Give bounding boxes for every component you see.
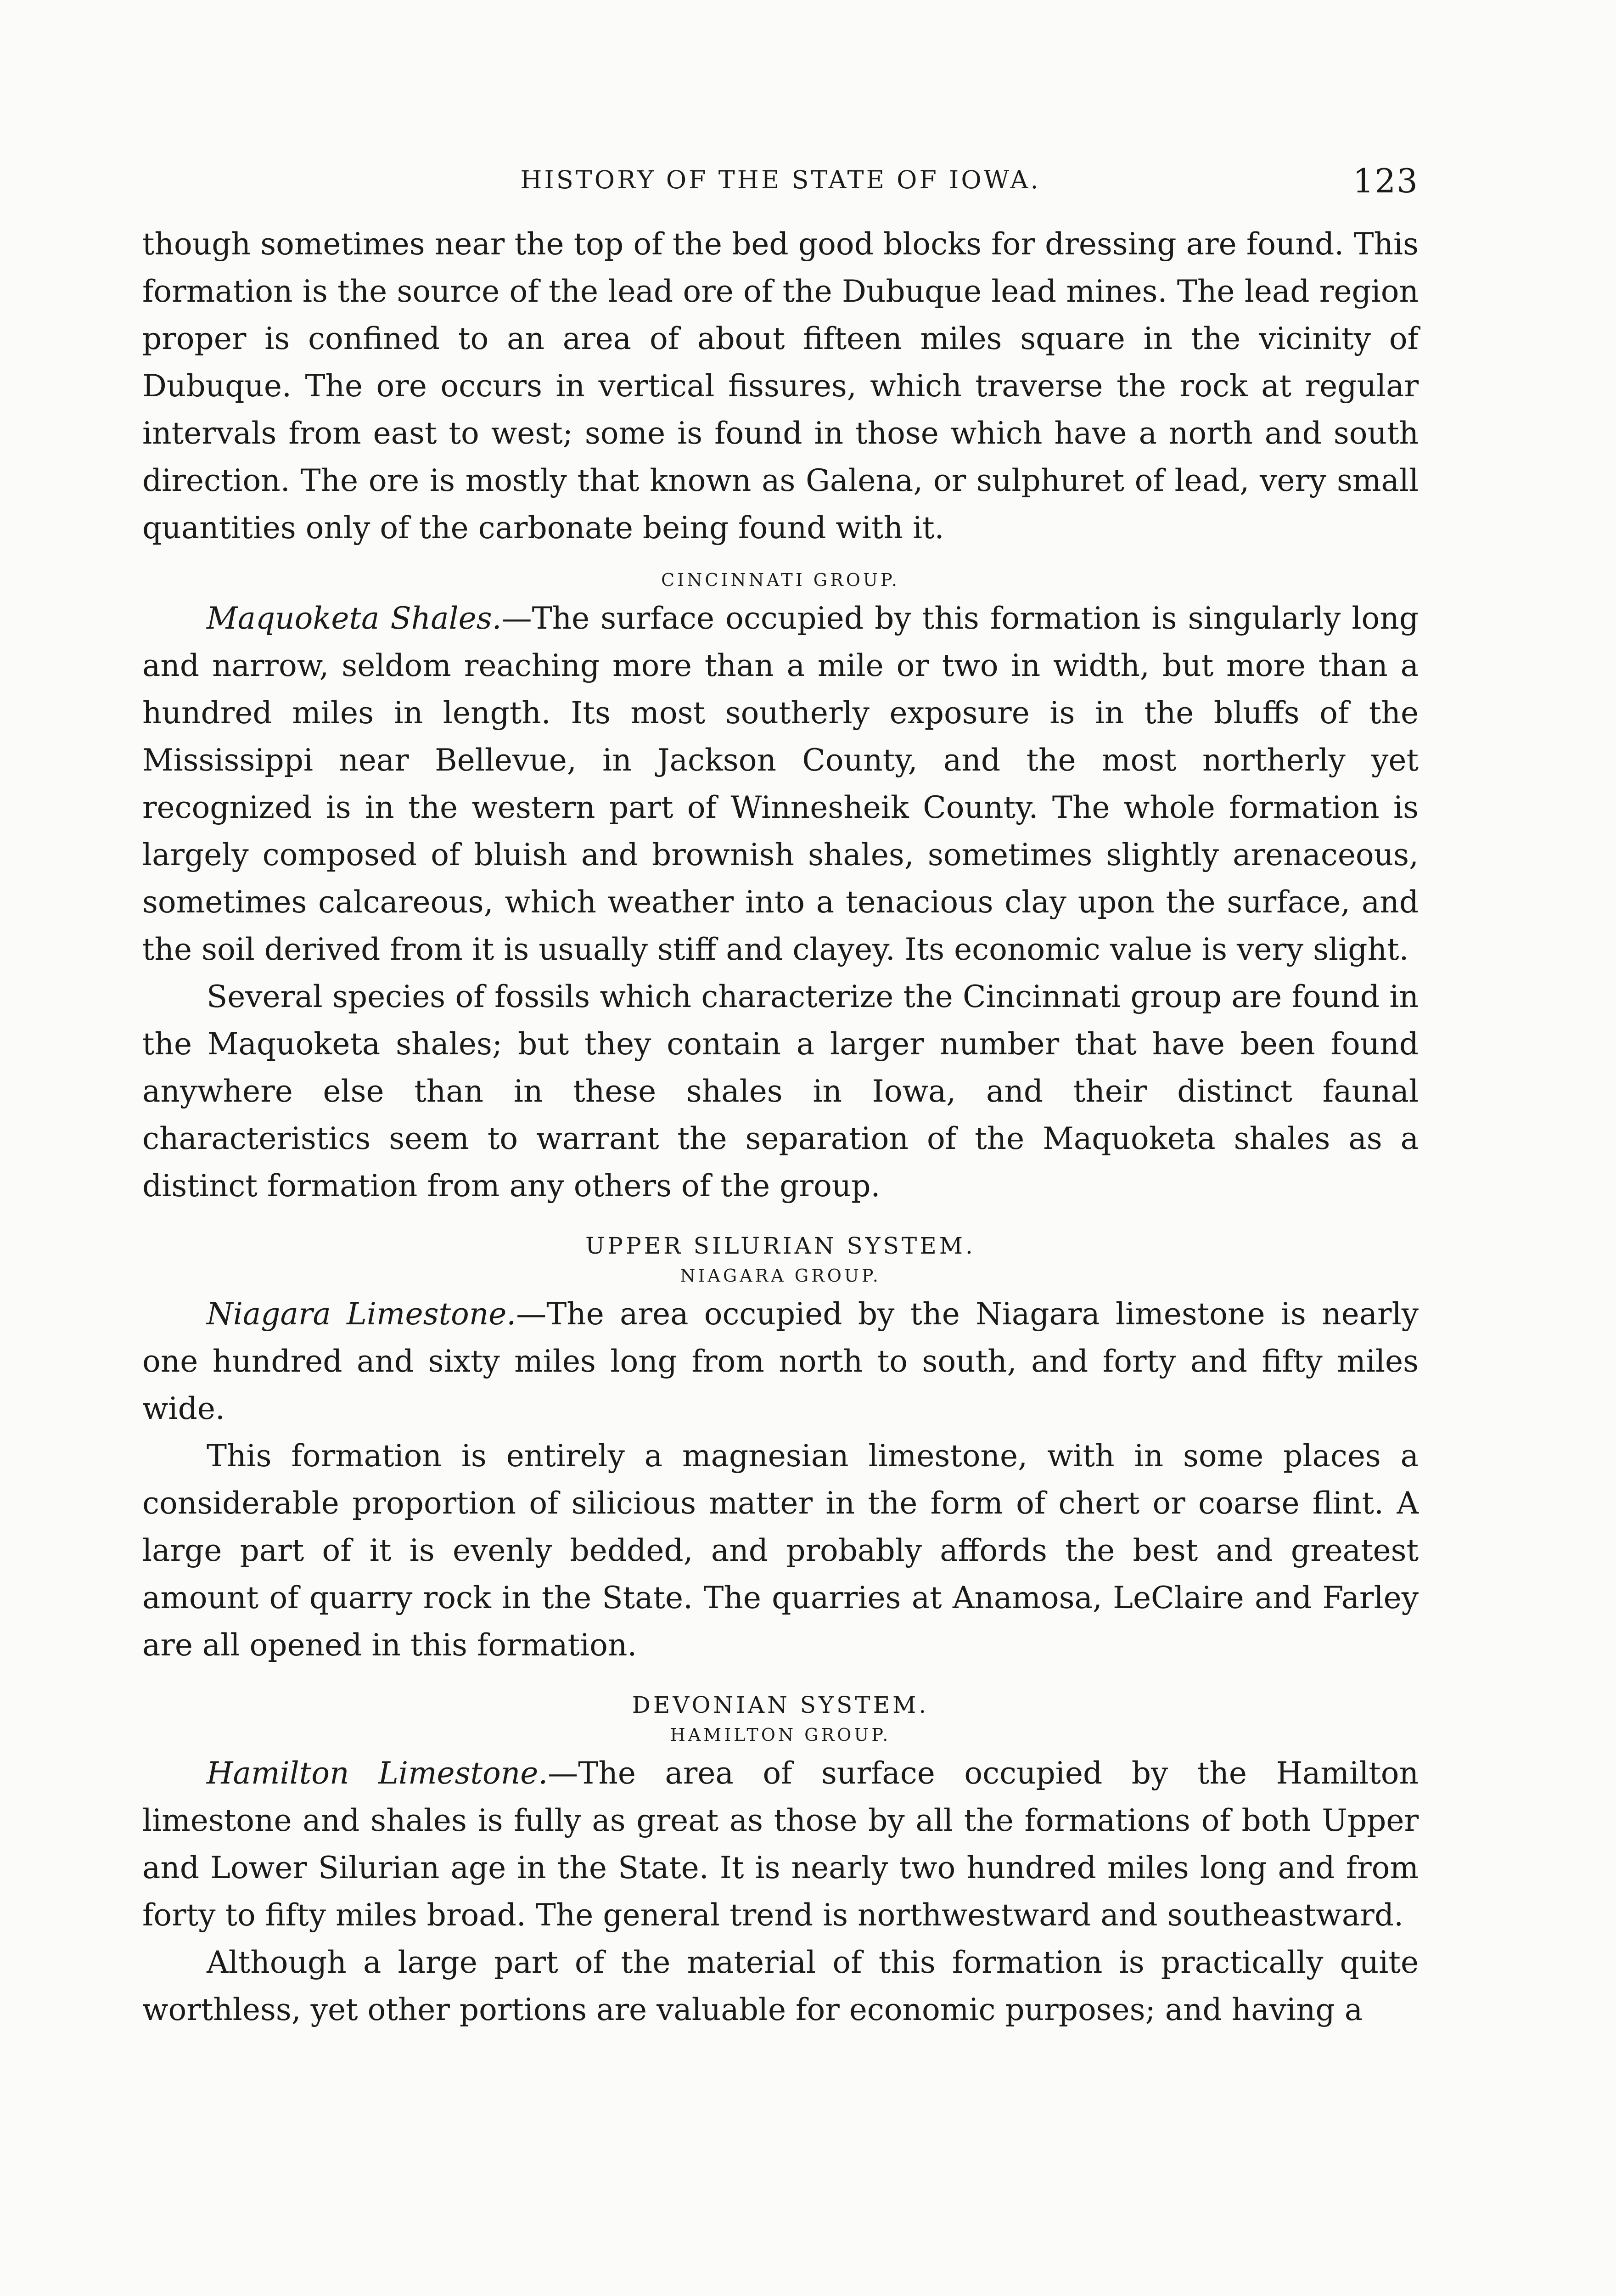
paragraph-fossils: Several species of fossils which characterize the Cincinnati group are found in the Maquoketa shales; but they contain a larger number that have been found anywhere else than in these shales in Iowa, and their distinct faunal characteristics seem to warrant the separation of the Maquoketa shales as a distinct formation from any others of the group. [142,979,1419,1204]
page-number: 123 [1352,162,1419,200]
heading-cincinnati-group: CINCINNATI GROUP. [661,570,900,590]
paragraph-hamilton-limestone [142,1750,1419,1939]
paragraph-maquoketa-shales [142,595,1419,973]
paragraph-niagara-limestone [142,1290,1419,1432]
heading-devonian-system: DEVONIAN SYSTEM. [632,1692,929,1718]
term-niagara-limestone: Niagara Limestone. [207,1296,516,1332]
paragraph-economic-purposes: Although a large part of the material of this formation is practically quite worthless, yet other portions are valuable for economic purposes; and having a [142,1945,1419,2027]
term-maquoketa-shales: Maquoketa Shales. [207,601,502,636]
term-hamilton-limestone: Hamilton Limestone. [207,1756,548,1791]
heading-niagara-group: NIAGARA GROUP. [680,1266,881,1286]
heading-hamilton-group: HAMILTON GROUP. [670,1725,891,1745]
running-title: HISTORY OF THE STATE OF IOWA. [520,165,1041,194]
book-page [142,162,1419,2033]
hamilton-text: —The area of surface occupied by the Hamilton limestone and shales is fully as great as those by all the formations of both Upper and Lower Silurian age in the State. It is nearly two hundred miles long and from forty to fifty miles broad. The general trend is northwestward and southeastward. [142,1756,1419,1933]
paragraph-lead-ore: though sometimes near the top of the bed good blocks for dressing are found. This formation is the source of the lead ore of the Dubuque lead mines. The lead region proper is confined to an area of about fifteen miles square in the vicinity of Dubuque. The ore occurs in vertical fissures, which traverse the rock at regular intervals from east to west; some is found in those which have a north and south direction. The ore is mostly that known as Galena, or sulphuret of lead, very small quantities only of the carbonate being found with it. [142,226,1419,546]
niagara-text: —The area occupied by the Niagara limestone is nearly one hundred and sixty miles long from north to south, and forty and fifty miles wide. [142,1296,1419,1426]
paragraph-magnesian-limestone: This formation is entirely a magnesian limestone, with in some places a considerable proportion of silicious matter in the form of chert or coarse flint. A large part of it is evenly bedded, and probably affords the best and greatest amount of quarry rock in the State. The quarries at Anamosa, LeClaire and Farley are all opened in this formation. [142,1438,1419,1663]
heading-upper-silurian-system: UPPER SILURIAN SYSTEM. [585,1232,976,1259]
maquoketa-text: —The surface occupied by this formation is singularly long and narrow, seldom reaching more than a mile or two in width, but more than a hundred miles in length. Its most southerly exposure is in the bluffs of the Mississippi near Bellevue, in Jackson County, and the most northerly yet recognized is in the western part of Winnesheik County. The whole formation is largely composed of bluish and brownish shales, sometimes slightly arenaceous, sometimes calcareous, which weather into a tenacious clay upon the surface, and the soil derived from it is usually stiff and clayey. Its economic value is very slight. [142,601,1419,967]
running-head [142,162,1419,220]
